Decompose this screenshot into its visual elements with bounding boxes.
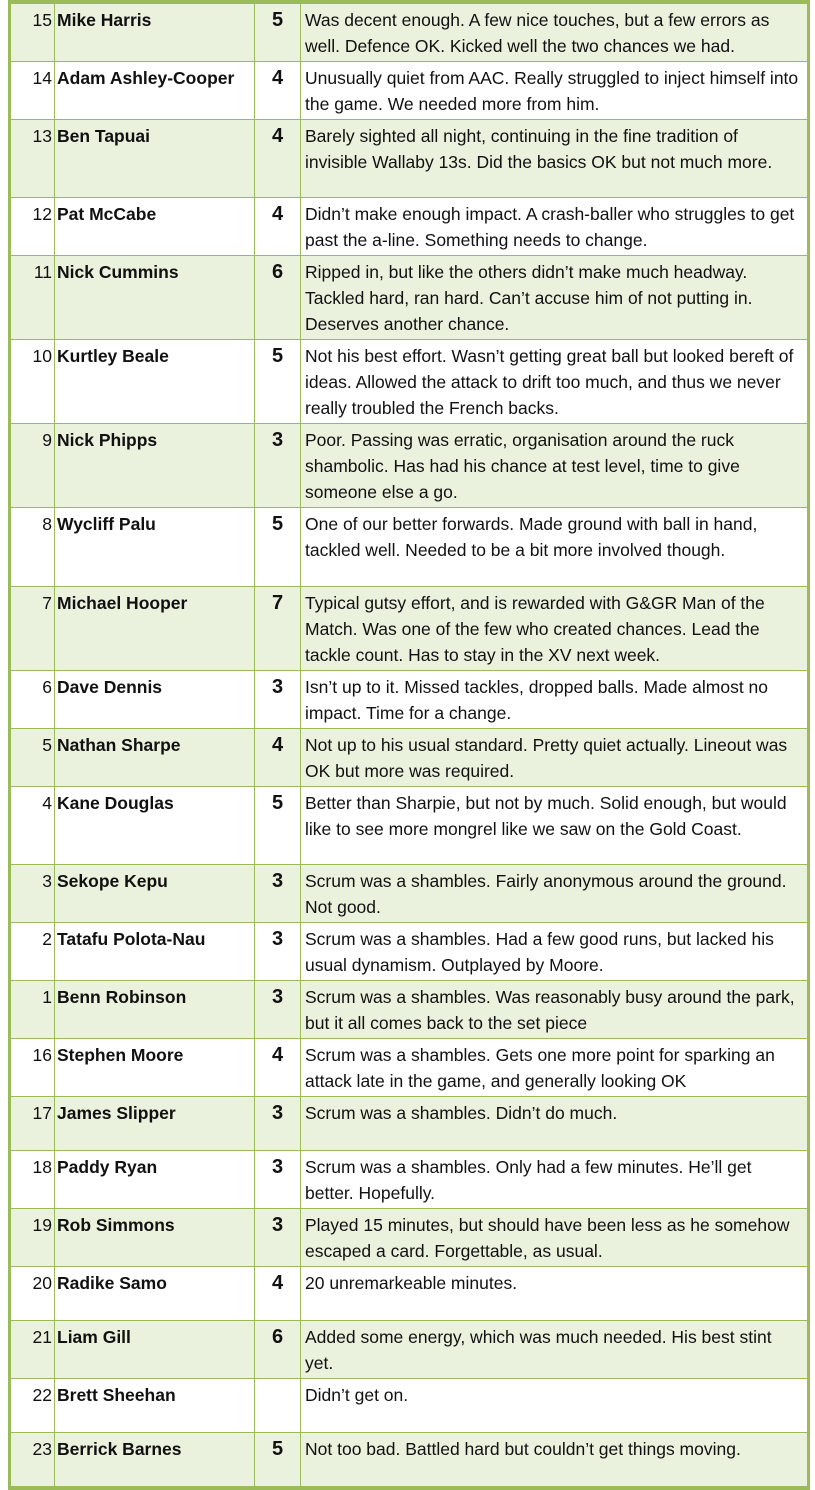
player-number: 18 bbox=[11, 1151, 55, 1209]
player-number: 11 bbox=[11, 256, 55, 340]
player-comment: Better than Sharpie, but not by much. Solid enough, but would like to see more mongrel like we saw on the Gold Coast. bbox=[301, 787, 808, 865]
player-number: 5 bbox=[11, 729, 55, 787]
player-number: 23 bbox=[11, 1433, 55, 1487]
player-score: 3 bbox=[255, 671, 301, 729]
player-name: Stephen Moore bbox=[55, 1039, 255, 1097]
player-ratings-rows bbox=[11, 4, 808, 1487]
player-number: 7 bbox=[11, 587, 55, 671]
player-name: James Slipper bbox=[55, 1097, 255, 1151]
player-number: 9 bbox=[11, 424, 55, 508]
player-name: Nick Cummins bbox=[55, 256, 255, 340]
player-score: 4 bbox=[255, 1267, 301, 1321]
player-name: Sekope Kepu bbox=[55, 865, 255, 923]
player-name: Benn Robinson bbox=[55, 981, 255, 1039]
player-score: 5 bbox=[255, 1433, 301, 1487]
table-row bbox=[11, 4, 808, 62]
player-number: 12 bbox=[11, 198, 55, 256]
table-row bbox=[11, 508, 808, 587]
player-comment: 20 unremarkeable minutes. bbox=[301, 1267, 808, 1321]
player-score: 3 bbox=[255, 424, 301, 508]
player-comment: Unusually quiet from AAC. Really struggled to inject himself into the game. We needed more from him. bbox=[301, 62, 808, 120]
player-number: 19 bbox=[11, 1209, 55, 1267]
player-comment: Scrum was a shambles. Only had a few minutes. He’ll get better. Hopefully. bbox=[301, 1151, 808, 1209]
player-name: Mike Harris bbox=[55, 4, 255, 62]
player-name: Adam Ashley-Cooper bbox=[55, 62, 255, 120]
player-name: Radike Samo bbox=[55, 1267, 255, 1321]
table-row bbox=[11, 1267, 808, 1321]
player-comment: One of our better forwards. Made ground with ball in hand, tackled well. Needed to be a bit more involved though. bbox=[301, 508, 808, 587]
player-comment: Not too bad. Battled hard but couldn’t get things moving. bbox=[301, 1433, 808, 1487]
player-number: 6 bbox=[11, 671, 55, 729]
player-name: Rob Simmons bbox=[55, 1209, 255, 1267]
player-comment: Scrum was a shambles. Was reasonably busy around the park, but it all comes back to the set piece bbox=[301, 981, 808, 1039]
player-name: Kurtley Beale bbox=[55, 340, 255, 424]
player-score: 4 bbox=[255, 729, 301, 787]
player-score: 3 bbox=[255, 1151, 301, 1209]
table-row bbox=[11, 1433, 808, 1487]
player-score: 4 bbox=[255, 1039, 301, 1097]
player-number: 3 bbox=[11, 865, 55, 923]
player-number: 1 bbox=[11, 981, 55, 1039]
player-number: 4 bbox=[11, 787, 55, 865]
player-comment: Isn’t up to it. Missed tackles, dropped balls. Made almost no impact. Time for a change. bbox=[301, 671, 808, 729]
table-row bbox=[11, 1039, 808, 1097]
player-comment: Scrum was a shambles. Fairly anonymous around the ground. Not good. bbox=[301, 865, 808, 923]
player-score: 4 bbox=[255, 62, 301, 120]
player-score: 5 bbox=[255, 787, 301, 865]
player-number: 13 bbox=[11, 120, 55, 198]
player-number: 20 bbox=[11, 1267, 55, 1321]
player-name: Wycliff Palu bbox=[55, 508, 255, 587]
player-comment: Barely sighted all night, continuing in the fine tradition of invisible Wallaby 13s. Did the basics OK but not much more. bbox=[301, 120, 808, 198]
player-number: 22 bbox=[11, 1379, 55, 1433]
player-comment: Typical gutsy effort, and is rewarded with G&GR Man of the Match. Was one of the few who created chances. Lead the tackle count. Has to stay in the XV next week. bbox=[301, 587, 808, 671]
table-row bbox=[11, 787, 808, 865]
player-score: 6 bbox=[255, 1321, 301, 1379]
player-name: Ben Tapuai bbox=[55, 120, 255, 198]
player-name: Brett Sheehan bbox=[55, 1379, 255, 1433]
table-row bbox=[11, 923, 808, 981]
player-name: Pat McCabe bbox=[55, 198, 255, 256]
player-comment: Scrum was a shambles. Had a few good runs, but lacked his usual dynamism. Outplayed by Moore. bbox=[301, 923, 808, 981]
table-row bbox=[11, 256, 808, 340]
player-score: 5 bbox=[255, 340, 301, 424]
player-comment: Played 15 minutes, but should have been less as he somehow escaped a card. Forgettable, as usual. bbox=[301, 1209, 808, 1267]
table-row bbox=[11, 1151, 808, 1209]
player-number: 17 bbox=[11, 1097, 55, 1151]
player-score: 4 bbox=[255, 198, 301, 256]
player-name: Dave Dennis bbox=[55, 671, 255, 729]
table-row bbox=[11, 198, 808, 256]
player-number: 16 bbox=[11, 1039, 55, 1097]
player-score: 5 bbox=[255, 508, 301, 587]
table-row bbox=[11, 1097, 808, 1151]
table-row bbox=[11, 587, 808, 671]
player-comment: Added some energy, which was much needed. His best stint yet. bbox=[301, 1321, 808, 1379]
player-comment: Not up to his usual standard. Pretty quiet actually. Lineout was OK but more was required. bbox=[301, 729, 808, 787]
table-row bbox=[11, 120, 808, 198]
player-ratings-sheet bbox=[8, 0, 810, 1490]
player-comment: Didn’t make enough impact. A crash-baller who struggles to get past the a-line. Something needs to change. bbox=[301, 198, 808, 256]
table-row bbox=[11, 729, 808, 787]
table-row bbox=[11, 424, 808, 508]
player-score: 3 bbox=[255, 865, 301, 923]
table-row bbox=[11, 1209, 808, 1267]
table-row bbox=[11, 340, 808, 424]
player-comment: Scrum was a shambles. Didn’t do much. bbox=[301, 1097, 808, 1151]
player-score: 7 bbox=[255, 587, 301, 671]
player-name: Liam Gill bbox=[55, 1321, 255, 1379]
player-number: 15 bbox=[11, 4, 55, 62]
table-row bbox=[11, 865, 808, 923]
table-row bbox=[11, 1321, 808, 1379]
player-comment: Was decent enough. A few nice touches, but a few errors as well. Defence OK. Kicked well the two chances we had. bbox=[301, 4, 808, 62]
table-row bbox=[11, 981, 808, 1039]
player-comment: Scrum was a shambles. Gets one more point for sparking an attack late in the game, and generally looking OK bbox=[301, 1039, 808, 1097]
player-name: Tatafu Polota-Nau bbox=[55, 923, 255, 981]
player-score: 5 bbox=[255, 4, 301, 62]
player-name: Michael Hooper bbox=[55, 587, 255, 671]
player-name: Paddy Ryan bbox=[55, 1151, 255, 1209]
table-row bbox=[11, 1379, 808, 1433]
player-number: 21 bbox=[11, 1321, 55, 1379]
player-comment: Didn’t get on. bbox=[301, 1379, 808, 1433]
table-row bbox=[11, 62, 808, 120]
player-name: Nick Phipps bbox=[55, 424, 255, 508]
player-comment: Ripped in, but like the others didn’t make much headway. Tackled hard, ran hard. Can’t accuse him of not putting in. Deserves another chance. bbox=[301, 256, 808, 340]
player-score: 3 bbox=[255, 923, 301, 981]
table-row bbox=[11, 671, 808, 729]
player-score: 3 bbox=[255, 981, 301, 1039]
player-score bbox=[255, 1379, 301, 1433]
player-number: 10 bbox=[11, 340, 55, 424]
player-number: 8 bbox=[11, 508, 55, 587]
player-comment: Poor. Passing was erratic, organisation around the ruck shambolic. Has had his chance at test level, time to give someone else a go. bbox=[301, 424, 808, 508]
player-score: 3 bbox=[255, 1209, 301, 1267]
player-score: 3 bbox=[255, 1097, 301, 1151]
player-ratings-table bbox=[10, 3, 808, 1487]
player-number: 14 bbox=[11, 62, 55, 120]
player-number: 2 bbox=[11, 923, 55, 981]
player-name: Berrick Barnes bbox=[55, 1433, 255, 1487]
player-name: Nathan Sharpe bbox=[55, 729, 255, 787]
player-score: 6 bbox=[255, 256, 301, 340]
player-name: Kane Douglas bbox=[55, 787, 255, 865]
player-comment: Not his best effort. Wasn’t getting great ball but looked bereft of ideas. Allowed the attack to drift too much, and thus we never really troubled the French backs. bbox=[301, 340, 808, 424]
player-score: 4 bbox=[255, 120, 301, 198]
